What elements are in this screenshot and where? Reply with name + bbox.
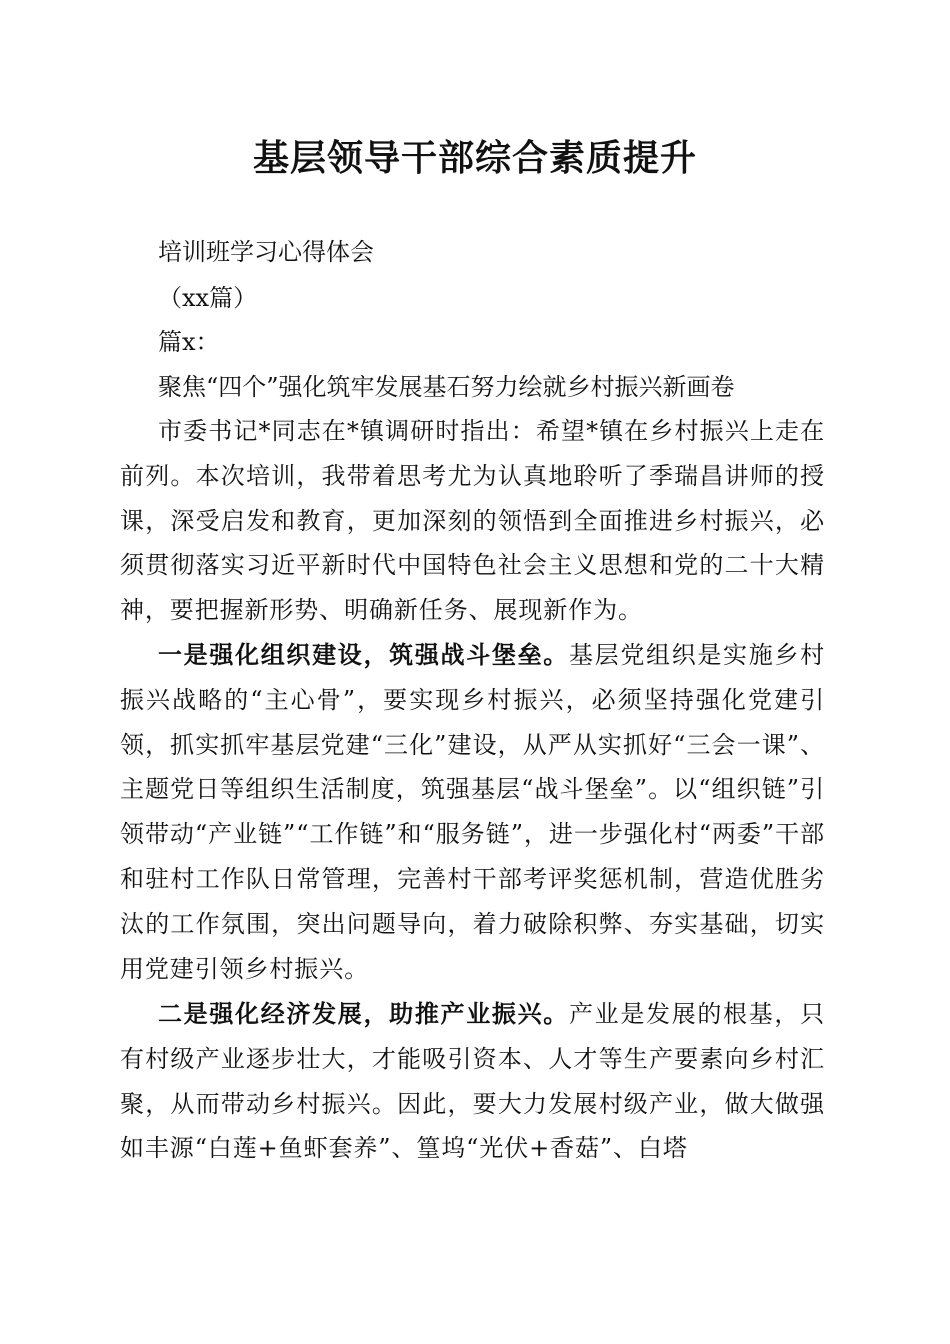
document-subtitle: 培训班学习心得体会 — [158, 238, 374, 266]
paragraph-text: 基层党组织是实施乡村振兴战略的“主心骨”，要实现乡村振兴，必须坚持强化党建引领，抓实抓牢基层党建“三化”建设，从严从实抓好“三会一课”、主题党日等组织生活制度，筑强基层“战斗堡垒”。以“组织链”引领带动“产业链”“工作链”和“服务链”，进一步强化村“两委”干部和驻村工作队日常管理，完善村干部考评奖惩机制，营造优胜劣汰的工作氛围，突出问题导向，着力破除积弊、夯实基础，切实用党建引领乡村振兴。 — [120, 641, 826, 983]
paragraph-intro — [120, 409, 825, 633]
paragraph-organization — [120, 633, 825, 991]
paragraph-economy — [120, 992, 825, 1171]
paragraph-text: 市委书记*同志在*镇调研时指出：希望*镇在乡村振兴上走在前列。本次培训，我带着思考尤为认真地聆听了季瑞昌讲师的授课，深受启发和教育，更加深刻的领悟到全面推进乡村振兴，必须贯彻落实习近平新时代中国特色社会主义思想和党的二十大精神，要把握新形势、明确新任务、展现新作为。 — [120, 417, 825, 625]
article-heading: 聚焦“四个”强化筑牢发展基石努力绘就乡村振兴新画卷 — [158, 373, 735, 401]
paragraph-text: 产业是发展的根基，只有村级产业逐步壮大，才能吸引资本、人才等生产要素向乡村汇聚，从而带动乡村振兴。因此，要大力发展村级产业，做大做强如丰源“白莲+鱼虾套养”、篁坞“光伏+香菇”、白塔 — [120, 1000, 826, 1163]
count-note: （xx篇） — [158, 284, 258, 312]
document-title: 基层领导干部综合素质提升 — [252, 137, 697, 179]
paragraph-lead: 一是强化组织建设，筑强战斗堡垒。 — [158, 640, 569, 669]
paragraph-lead: 二是强化经济发展，助推产业振兴。 — [158, 999, 569, 1028]
piece-label: 篇x： — [158, 328, 220, 356]
